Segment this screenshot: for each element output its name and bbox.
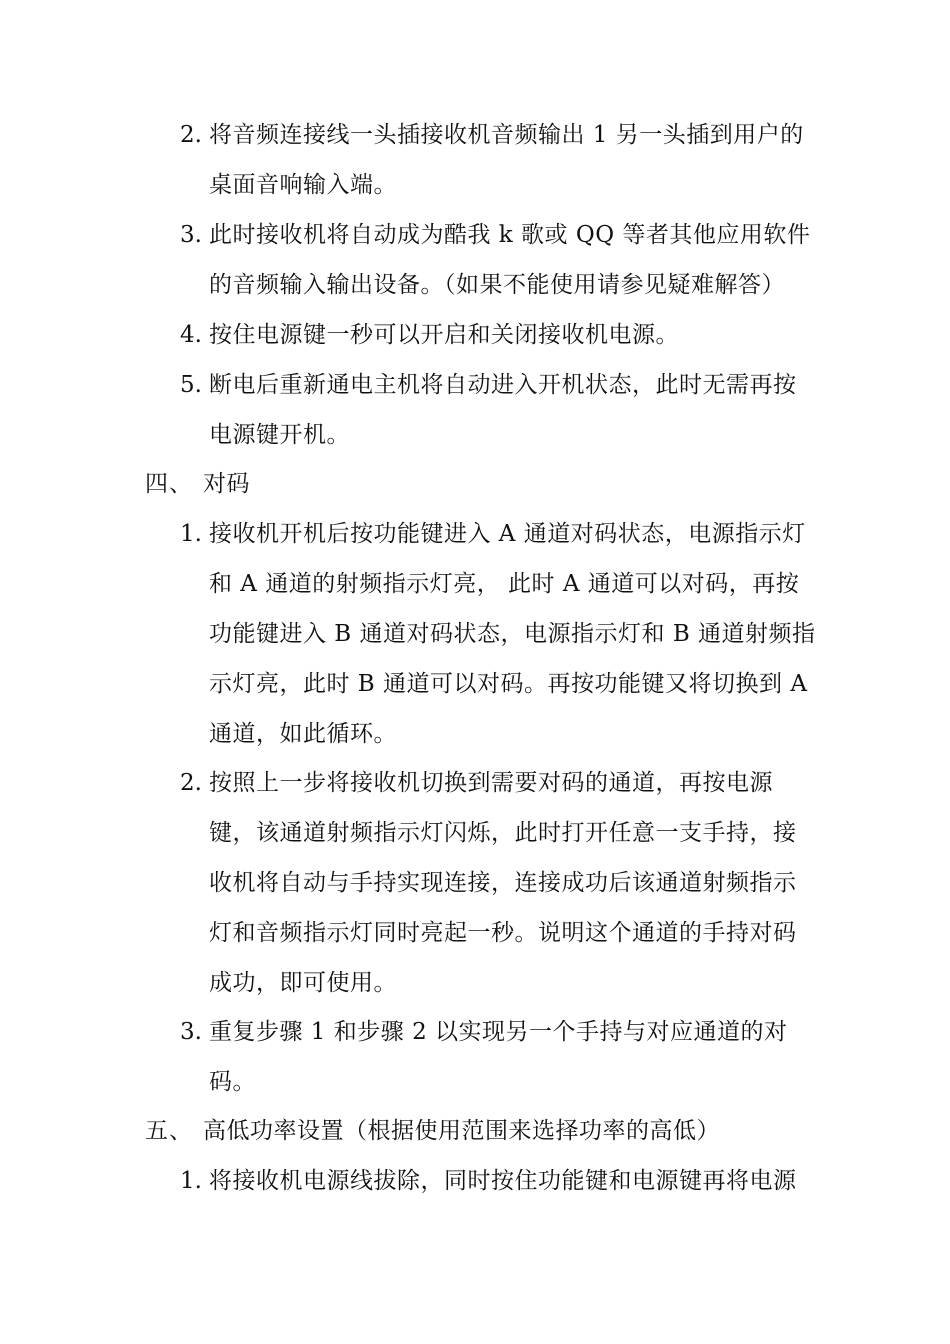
list-item-number: 1.	[180, 521, 202, 547]
section-heading-number: 四、	[145, 471, 193, 497]
section-heading-number: 五、	[145, 1118, 193, 1144]
list-item-number: 2.	[180, 770, 202, 796]
list-item-text: 重复步骤 1 和步骤 2 以实现另一个手持与对应通道的对	[209, 1019, 788, 1045]
list-item-text: 接收机开机后按功能键进入 A 通道对码状态，电源指示灯	[209, 521, 806, 547]
list-item-text: 断电后重新通电主机将自动进入开机状态，此时无需再按	[209, 372, 797, 398]
list-item-text: 码。	[209, 1069, 256, 1095]
list-item-text: 此时接收机将自动成为酷我 k 歌或 QQ 等者其他应用软件	[209, 222, 811, 248]
list-item-text: 功能键进入 B 通道对码状态，电源指示灯和 B 通道射频指	[209, 621, 816, 647]
list-item-text: 将接收机电源线拔除，同时按住功能键和电源键再将电源	[209, 1168, 797, 1194]
list-item-text: 通道，如此循环。	[209, 721, 397, 747]
list-item-text: 按照上一步将接收机切换到需要对码的通道，再按电源	[209, 770, 773, 796]
list-item-text: 收机将自动与手持实现连接，连接成功后该通道射频指示	[209, 870, 797, 896]
list-item-number: 1.	[180, 1168, 202, 1194]
list-item-text: 示灯亮，此时 B 通道可以对码。再按功能键又将切换到 A	[209, 671, 808, 697]
list-item-text: 将音频连接线一头插接收机音频输出 1 另一头插到用户的	[209, 122, 804, 148]
list-item-number: 5.	[180, 372, 202, 398]
list-item-text: 和 A 通道的射频指示灯亮， 此时 A 通道可以对码，再按	[209, 571, 800, 597]
list-item-number: 4.	[180, 322, 202, 348]
section-heading: 对码	[203, 471, 250, 497]
list-item-number: 3.	[180, 222, 202, 248]
list-item-text: 键，该通道射频指示灯闪烁，此时打开任意一支手持，接	[209, 820, 797, 846]
list-item-text: 的音频输入输出设备。（如果不能使用请参见疑难解答）	[209, 272, 785, 298]
list-item-text: 成功，即可使用。	[209, 970, 397, 996]
list-item-text: 桌面音响输入端。	[209, 172, 397, 198]
list-item-text: 按住电源键一秒可以开启和关闭接收机电源。	[209, 322, 679, 348]
list-item-text: 灯和音频指示灯同时亮起一秒。说明这个通道的手持对码	[209, 920, 797, 946]
list-item-text: 电源键开机。	[209, 422, 350, 448]
section-heading: 高低功率设置（根据使用范围来选择功率的高低）	[203, 1118, 720, 1144]
list-item-number: 3.	[180, 1019, 202, 1045]
list-item-number: 2.	[180, 122, 202, 148]
